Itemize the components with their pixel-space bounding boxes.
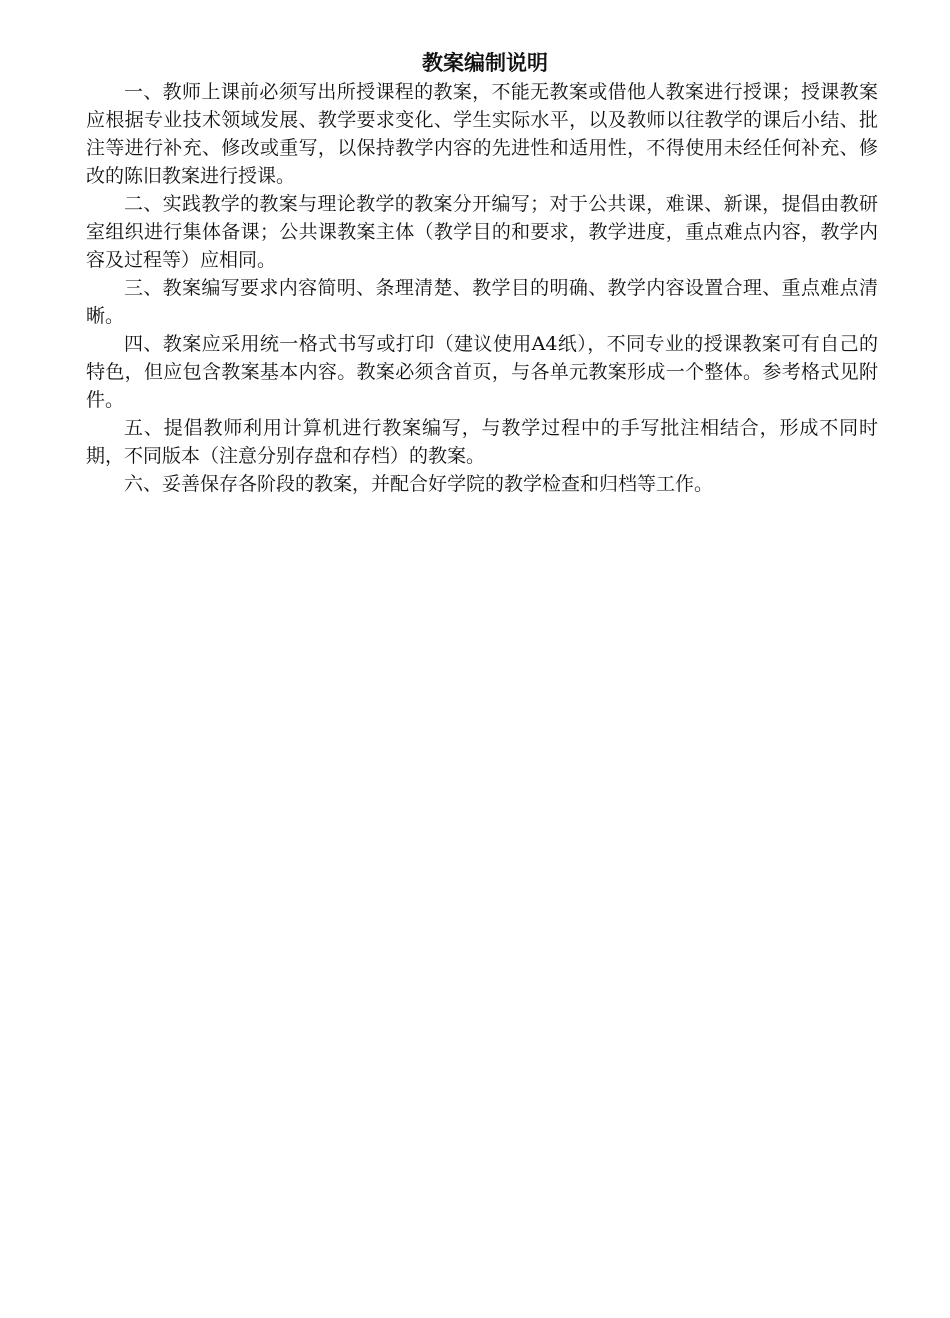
paragraph-3: 三、教案编写要求内容简明、条理清楚、教学目的明确、教学内容设置合理、重点难点清晰。 [86,277,878,327]
paragraph-4: 四、教案应采用统一格式书写或打印（建议使用A4纸），不同专业的授课教案可有自己的特色，但应包含教案基本内容。教案必须含首页，与各单元教案形成一个整体。参考格式见附件。 [86,333,878,411]
document-page [86,48,878,498]
paragraph-6: 六、妥善保存各阶段的教案，并配合好学院的教学检查和归档等工作。 [124,473,714,495]
paragraph-5: 五、提倡教师利用计算机进行教案编写，与教学过程中的手写批注相结合，形成不同时期，不同版本（注意分别存盘和存档）的教案。 [86,417,878,467]
paragraph-2: 二、实践教学的教案与理论教学的教案分开编写；对于公共课，难课、新课，提倡由教研室组织进行集体备课；公共课教案主体（教学目的和要求，教学进度，重点难点内容，教学内容及过程等）应相同。 [86,193,878,271]
paragraph-1: 一、教师上课前必须写出所授课程的教案，不能无教案或借他人教案进行授课；授课教案应根据专业技术领域发展、教学要求变化、学生实际水平，以及教师以往教学的课后小结、批注等进行补充、修改或重写，以保持教学内容的先进性和适用性，不得使用未经任何补充、修改的陈旧教案进行授课。 [86,81,878,187]
document-title: 教案编制说明 [422,51,548,75]
